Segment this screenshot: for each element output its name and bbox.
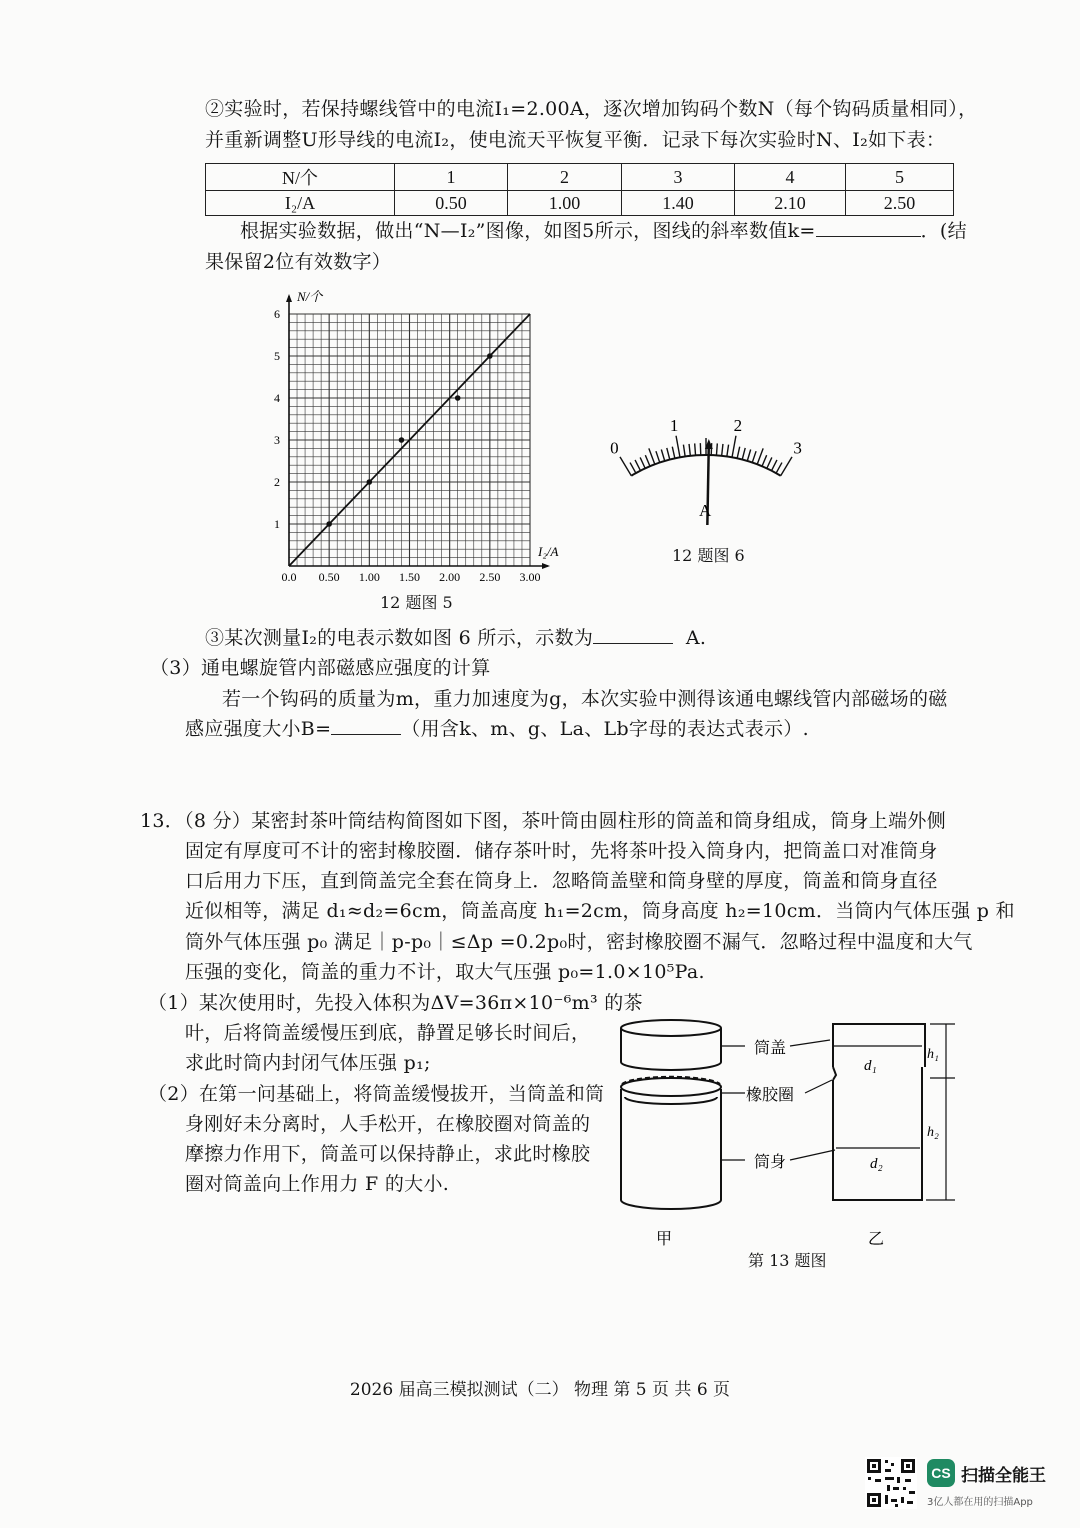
- body-label: 筒身: [754, 1154, 787, 1171]
- q13-part2-line4: 圈对筒盖向上作用力 F 的大小.: [185, 1173, 450, 1195]
- meter-tick: [620, 457, 631, 476]
- data-point: [367, 479, 373, 485]
- meter-tick: [676, 436, 680, 458]
- y-tick-label: 3: [274, 433, 280, 447]
- jia-label: 甲: [656, 1231, 673, 1248]
- app-tagline: 3亿人都在用的扫描App: [927, 1497, 1033, 1508]
- table-cell: 0.50: [395, 191, 508, 216]
- meter-tick: [732, 436, 736, 458]
- slope-question: [240, 218, 967, 244]
- answer-blank-b[interactable]: [331, 716, 401, 735]
- y-tick-label: 5: [274, 349, 280, 363]
- chart-xlabel: I₂/A: [538, 544, 559, 559]
- data-point: [326, 521, 332, 527]
- q13-line3: 口后用力下压，直到筒盖完全套在筒身上．忽略筒盖壁和筒身壁的厚度，筒盖和筒身直径: [185, 870, 938, 892]
- x-tick-label: 1.50: [399, 570, 420, 584]
- x-tick-label: 1.00: [358, 570, 380, 584]
- q13-part1-line2: 叶，后将筒盖缓慢压到底，静置足够长时间后，: [185, 1022, 591, 1044]
- h1-label: h₁: [927, 1047, 939, 1062]
- fig13-caption: 第 13 题图: [748, 1251, 827, 1270]
- meter-scale-label: 2: [733, 415, 743, 435]
- x-axis-arrow: [542, 563, 550, 569]
- meter-tick: [661, 449, 664, 461]
- meter-tick: [635, 460, 640, 471]
- d1-label: d₁: [864, 1058, 877, 1074]
- y-tick-label: 1: [274, 517, 280, 531]
- x-tick-label: 2.00: [439, 570, 461, 584]
- part3-line2: [185, 716, 809, 742]
- meter-tick: [640, 457, 645, 468]
- meter-tick: [689, 444, 690, 456]
- meter-tick: [757, 448, 763, 464]
- q13-part2-line3: 摩擦力作用下，筒盖可以保持静止，求此时橡胶: [185, 1143, 591, 1165]
- table-cell: 2.10: [735, 191, 846, 216]
- app-logo: CS: [927, 1459, 955, 1487]
- meter-tick: [727, 445, 729, 457]
- table-row: [206, 164, 954, 191]
- meter-tick: [747, 449, 750, 461]
- x-tick-label: 2.50: [479, 570, 501, 584]
- q12-step2-line1: ②实验时，若保持螺线管中的电流I₁=2.00A，逐次增加钩码个数N（每个钩码质量相同），: [205, 98, 978, 120]
- app-name: 扫描全能王: [961, 1466, 1046, 1486]
- meter-tick: [716, 443, 717, 455]
- meter-tick: [683, 445, 685, 457]
- step3-question: [205, 625, 706, 651]
- part3-title: （3）通电螺旋管内部磁感应强度的计算: [150, 657, 491, 679]
- chart-ticks: [274, 307, 541, 584]
- q13-line2: 固定有厚度可不计的密封橡胶圈．储存茶叶时，先将茶叶投入筒身内，把筒盖口对准筒身: [185, 840, 938, 862]
- meter-arc: [631, 455, 780, 476]
- meter-scale: [620, 436, 792, 476]
- table-cell: 1: [395, 164, 508, 191]
- q13-part1-line3: 求此时筒内封闭气体压强 p₁;: [185, 1052, 431, 1074]
- page-footer: 2026 届高三模拟测试（二） 物理 第 5 页 共 6 页: [349, 1380, 731, 1400]
- data-table: [205, 163, 954, 216]
- q13-part1-line1: （1）某次使用时，先投入体积为ΔV=36π×10⁻⁶m³ 的茶: [148, 992, 643, 1014]
- y-axis-arrow: [286, 294, 292, 302]
- meter-tick: [776, 463, 782, 474]
- y-tick-label: 6: [274, 307, 280, 321]
- x-tick-label: 3.00: [519, 570, 541, 584]
- table-cell: 1.40: [622, 191, 735, 216]
- table-header-i2: I₂/A: [206, 191, 395, 216]
- ring-label: 橡胶圈: [746, 1087, 795, 1104]
- q12-step2-line2: 并重新调整U形导线的电流I₂，使电流天平恢复平衡．记录下每次实验时N、I₂如下表：: [205, 129, 946, 151]
- fig5-chart: [268, 282, 578, 592]
- meter-tick: [742, 448, 745, 460]
- meter-scale-label: 3: [793, 438, 802, 458]
- table-cell: 4: [735, 164, 846, 191]
- cross-section-drawing: [833, 1024, 925, 1200]
- meter-tick: [737, 447, 740, 459]
- qr-code: [865, 1457, 917, 1509]
- lid-label: 筒盖: [754, 1040, 787, 1057]
- meter-tick: [649, 448, 655, 464]
- table-cell: 3: [622, 164, 735, 191]
- meter-tick: [672, 447, 675, 459]
- body-drawing: [621, 1077, 721, 1209]
- meter-scale-label: 1: [669, 415, 679, 435]
- answer-blank-k[interactable]: [816, 218, 921, 237]
- yi-label: 乙: [868, 1231, 885, 1248]
- data-point: [399, 437, 405, 443]
- x-tick-label: 0.0: [281, 570, 297, 584]
- slope-question-cont: 果保留2位有效数字）: [205, 251, 392, 273]
- table-cell: 5: [846, 164, 954, 191]
- h2-label: h₂: [927, 1125, 939, 1140]
- fig13-diagram: [610, 1005, 960, 1250]
- q13-line1: 13．（8 分）某密封茶叶筒结构简图如下图，茶叶筒由圆柱形的筒盖和筒身组成，筒身上端外侧: [140, 810, 947, 832]
- meter-tick: [772, 460, 777, 471]
- data-point: [487, 353, 493, 359]
- part3-text-end: （用含k、m、g、La、Lb字母的表达式表示）.: [401, 718, 809, 740]
- data-point: [455, 395, 461, 401]
- fig6-meter: [585, 415, 835, 535]
- meter-tick: [781, 457, 792, 476]
- step3-unit: A.: [685, 627, 707, 649]
- q13-line6: 压强的变化，筒盖的重力不计，取大气压强 p₀=1.0×10⁵Pa.: [185, 961, 705, 983]
- answer-blank-reading[interactable]: [593, 625, 673, 644]
- meter-unit-label: A: [699, 501, 712, 520]
- table-header-n: N/个: [206, 164, 395, 191]
- fig5-caption: 12 题图 5: [380, 593, 453, 612]
- slope-text-end: ．(结: [920, 220, 967, 242]
- meter-scale-label: 0: [610, 438, 619, 458]
- table-cell: 2.50: [846, 191, 954, 216]
- meter-tick: [630, 463, 636, 474]
- meter-tick: [695, 443, 696, 455]
- table-row: [206, 191, 954, 216]
- meter-tick: [667, 448, 670, 460]
- d2-label: d₂: [870, 1156, 883, 1172]
- meter-tick: [656, 451, 660, 462]
- meter-tick: [645, 455, 650, 466]
- chart-ylabel: N/个: [297, 289, 323, 304]
- table-cell: 1.00: [508, 191, 622, 216]
- meter-tick: [767, 457, 772, 468]
- meter-tick: [752, 451, 756, 462]
- y-tick-label: 2: [274, 475, 280, 489]
- q13-part2-line2: 身刚好未分离时，人手松开，在橡胶圈对筒盖的: [185, 1113, 591, 1135]
- meter-tick: [762, 455, 767, 466]
- q13-part2-line1: （2）在第一问基础上，将筒盖缓慢拔开，当筒盖和筒: [148, 1083, 605, 1105]
- q13-line5: 筒外气体压强 p₀ 满足｜p-p₀｜≤Δp =0.2p₀时，密封橡胶圈不漏气．忽略过程中温度和大气: [185, 931, 973, 953]
- fig6-caption: 12 题图 6: [672, 546, 745, 565]
- lid-drawing: [621, 1020, 721, 1070]
- meter-tick: [722, 444, 723, 456]
- x-tick-label: 0.50: [318, 570, 340, 584]
- slope-text: 根据实验数据，做出“N—I₂”图像，如图5所示，图线的斜率数值k=: [240, 220, 816, 242]
- part3-text: 感应强度大小B=: [185, 718, 332, 740]
- table-cell: 2: [508, 164, 622, 191]
- step3-text: ③某次测量I₂的电表示数如图 6 所示，示数为: [205, 627, 594, 649]
- y-tick-label: 4: [274, 391, 280, 405]
- part3-line1: 若一个钩码的质量为m，重力加速度为g，本次实验中测得该通电螺线管内部磁场的磁: [222, 688, 948, 710]
- q13-line4: 近似相等，满足 d₁≈d₂=6cm，筒盖高度 h₁=2cm，筒身高度 h₂=10cm．当筒内气体压强 p 和: [185, 900, 1015, 922]
